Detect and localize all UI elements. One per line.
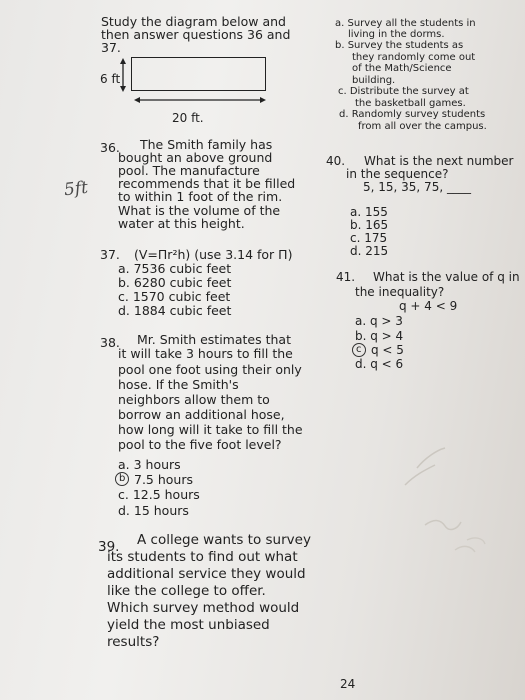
- q36-line: to within 1 foot of the rim.: [118, 189, 283, 204]
- q38-line: borrow an additional hose,: [118, 407, 285, 422]
- q38-choice-c: c. 12.5 hours: [118, 487, 200, 502]
- q40-choice-a: a. 155: [350, 205, 388, 219]
- q37-choice-d: d. 1884 cubic feet: [118, 303, 232, 318]
- q36-line: What is the volume of the: [118, 203, 281, 218]
- q38-line: hose. If the Smith's: [118, 377, 239, 392]
- survey-option-line: living in the dorms.: [348, 29, 445, 40]
- q37-stem: (V=Πr²h) (use 3.14 for Π): [134, 247, 293, 262]
- q39-line: additional service they would: [107, 566, 306, 582]
- q41-circled-letter: c: [356, 344, 362, 355]
- q37-choice-c: c. 1570 cubic feet: [118, 289, 231, 304]
- q36-line: pool. The manufacture: [118, 163, 260, 178]
- survey-option-line: a. Survey all the students in: [335, 18, 476, 29]
- q38-line: Mr. Smith estimates that: [137, 332, 291, 347]
- q38-line: pool one foot using their only: [118, 362, 302, 377]
- q37-choice-a: a. 7536 cubic feet: [118, 261, 232, 276]
- dimension-arrows: [110, 56, 280, 111]
- q41-line: the inequality?: [355, 285, 445, 299]
- q38-line: pool to the five foot level?: [118, 437, 282, 452]
- survey-option-line: of the Math/Science: [352, 63, 452, 74]
- q37-number: 37.: [100, 247, 120, 262]
- q39-line: A college wants to survey: [137, 532, 311, 548]
- q38-choice-d: d. 15 hours: [118, 503, 189, 518]
- height-label: 6 ft: [100, 72, 121, 86]
- q38-choice-b: 7.5 hours: [134, 472, 193, 487]
- q41-line: What is the value of q in: [373, 270, 520, 284]
- q38-circled-letter: b: [119, 473, 126, 484]
- q36-number: 36.: [100, 140, 120, 155]
- q39-line: results?: [107, 634, 160, 650]
- intro-line-2: then answer questions 36 and: [101, 27, 291, 42]
- q41-choice-c: q < 5: [371, 343, 404, 357]
- q40-number: 40.: [326, 154, 346, 168]
- q38-line: neighbors allow them to: [118, 392, 270, 407]
- survey-option-line: d. Randomly survey students: [339, 109, 486, 120]
- survey-option-line: b. Survey the students as: [335, 40, 464, 51]
- intro-line-1: Study the diagram below and: [101, 14, 286, 29]
- survey-option-line: c. Distribute the survey at: [338, 86, 469, 97]
- q41-number: 41.: [336, 270, 356, 284]
- page-number: 24: [340, 677, 356, 691]
- q41-inequality: q + 4 < 9: [399, 299, 458, 313]
- q41-choice-b: b. q > 4: [355, 329, 404, 343]
- q39-line: like the college to offer.: [107, 583, 266, 599]
- q41-choice-a: a. q > 3: [355, 314, 403, 328]
- q38-number: 38.: [100, 335, 120, 350]
- q40-choice-c: c. 175: [350, 231, 388, 245]
- q39-line: its students to find out what: [107, 549, 298, 565]
- q40-choice-d: d. 215: [350, 244, 389, 258]
- pencil-marks: [395, 440, 505, 570]
- handwritten-note: 5ft: [63, 177, 89, 201]
- q38-choice-a: a. 3 hours: [118, 457, 181, 472]
- q39-line: Which survey method would: [107, 600, 300, 616]
- q39-number: 39.: [98, 539, 120, 555]
- q36-line: The Smith family has: [140, 137, 273, 152]
- q40-choice-b: b. 165: [350, 218, 389, 232]
- q36-line: water at this height.: [118, 216, 245, 231]
- q40-sequence: 5, 15, 35, 75, ____: [363, 180, 471, 194]
- q41-choice-d: d. q < 6: [355, 357, 404, 371]
- q38-line: how long will it take to fill the: [118, 422, 303, 437]
- q40-line: in the sequence?: [346, 167, 449, 181]
- survey-option-line: from all over the campus.: [358, 121, 487, 132]
- q37-choice-b: b. 6280 cubic feet: [118, 275, 232, 290]
- survey-option-line: the basketball games.: [355, 98, 466, 109]
- q36-line: recommends that it be filled: [118, 176, 296, 191]
- q39-line: yield the most unbiased: [107, 617, 270, 633]
- intro-line-3: 37.: [101, 40, 121, 55]
- q38-line: it will take 3 hours to fill the: [118, 346, 293, 361]
- survey-option-line: building.: [352, 75, 396, 86]
- q40-line: What is the next number: [364, 154, 514, 168]
- q36-line: bought an above ground: [118, 150, 273, 165]
- width-label: 20 ft.: [172, 111, 204, 125]
- survey-option-line: they randomly come out: [352, 52, 476, 63]
